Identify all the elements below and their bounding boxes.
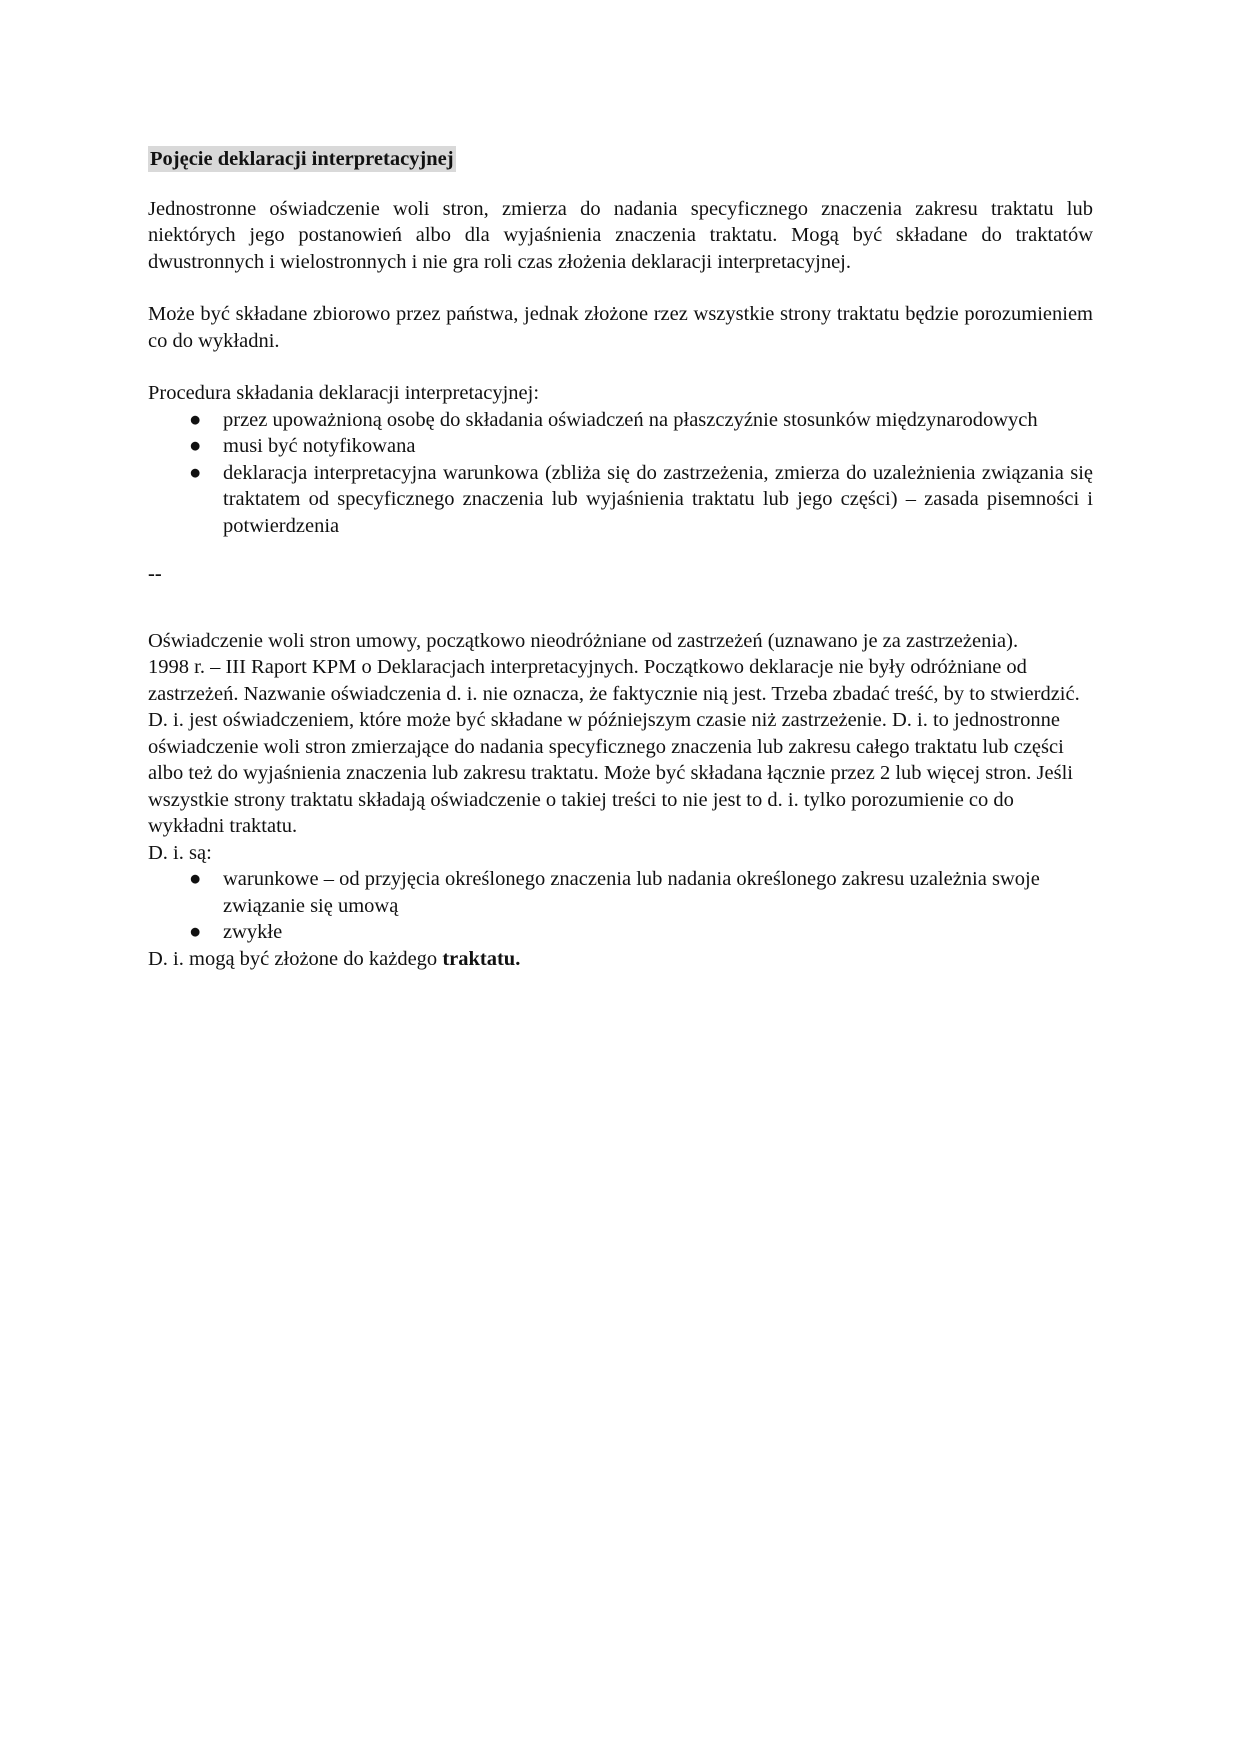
list-item: ● przez upoważnioną osobę do składania oświadczeń na płaszczyźnie stosunków międzynarodowych	[148, 407, 1093, 434]
document-page	[148, 146, 1093, 972]
section-separator: --	[148, 563, 162, 585]
bullet-icon: ●	[189, 461, 202, 484]
final-bold-word: traktatu.	[442, 947, 521, 970]
types-list	[148, 866, 1093, 946]
types-intro: D. i. są:	[148, 841, 212, 864]
list-item: ● warunkowe – od przyjęcia określonego znaczenia lub nadania określonego zakresu uzależnia swoje związanie się umową	[189, 868, 1040, 917]
list-item: ● musi być notyfikowana	[148, 433, 1093, 460]
list-item: ● zwykłe	[148, 919, 1093, 946]
list-item: ● deklaracja interpretacyjna warunkowa (zbliża się do zastrzeżenia, zmierza do uzależnienia związania się traktatem od specyficznego znaczenia lub wyjaśnienia traktatu lub jego części) – zasada pisemności i potwierdzenia	[189, 461, 1093, 537]
procedure-intro: Procedura składania deklaracji interpretacyjnej:	[148, 382, 540, 404]
year-label: 1998 r.	[148, 656, 205, 678]
paragraph-collective: Może być składane zbiorowo przez państwa, jednak złożone rzez wszystkie strony traktatu będzie porozumieniem co do wykładni.	[148, 303, 1093, 352]
paragraph-definition: Jednostronne oświadczenie woli stron, zmierza do nadania specyficznego znaczenia zakresu traktatu lub niektórych jego postanowień albo dla wyjaśnienia znaczenia traktatu. Mogą być składane do traktatów dwustronnych i wielostronnych i nie gra roli czas złożenia deklaracji interpretacyjnej.	[148, 197, 1093, 273]
bullet-icon: ●	[189, 868, 202, 890]
bullet-icon: ●	[189, 921, 202, 943]
paragraph-history: Oświadczenie woli stron umowy, początkowo nieodróżniane od zastrzeżeń (uznawano je za zastrzeżenia).	[148, 629, 1019, 652]
final-sentence: D. i. mogą być złożone do każdego traktatu.	[148, 947, 521, 970]
procedure-list	[148, 407, 1093, 540]
document-title: Pojęcie deklaracji interpretacyjnej	[150, 148, 454, 170]
bullet-icon: ●	[189, 435, 202, 457]
paragraph-report: 1998 r. – III Raport KPM o Deklaracjach interpretacyjnych. Początkowo deklaracje nie były odróżniane od zastrzeżeń. Nazwanie oświadczenia d. i. nie oznacza, że faktycznie nią jest. Trzeba zbadać treść, by to stwierdzić. D. i. jest oświadczeniem, które może być składane w późniejszym czasie niż zastrzeżenie. D. i. to jednostronne oświadczenie woli stron zmierzające do nadania specyficznego znaczenia lub zakresu całego traktatu lub części albo też do wyjaśnienia znaczenia lub zakresu traktatu. Może być składana łącznie przez 2 lub więcej stron. Jeśli wszystkie strony traktatu składają oświadczenie o takiej treści to nie jest to d. i. tylko porozumienie co do wykładni traktatu.	[148, 656, 1080, 837]
bullet-icon: ●	[189, 408, 202, 431]
